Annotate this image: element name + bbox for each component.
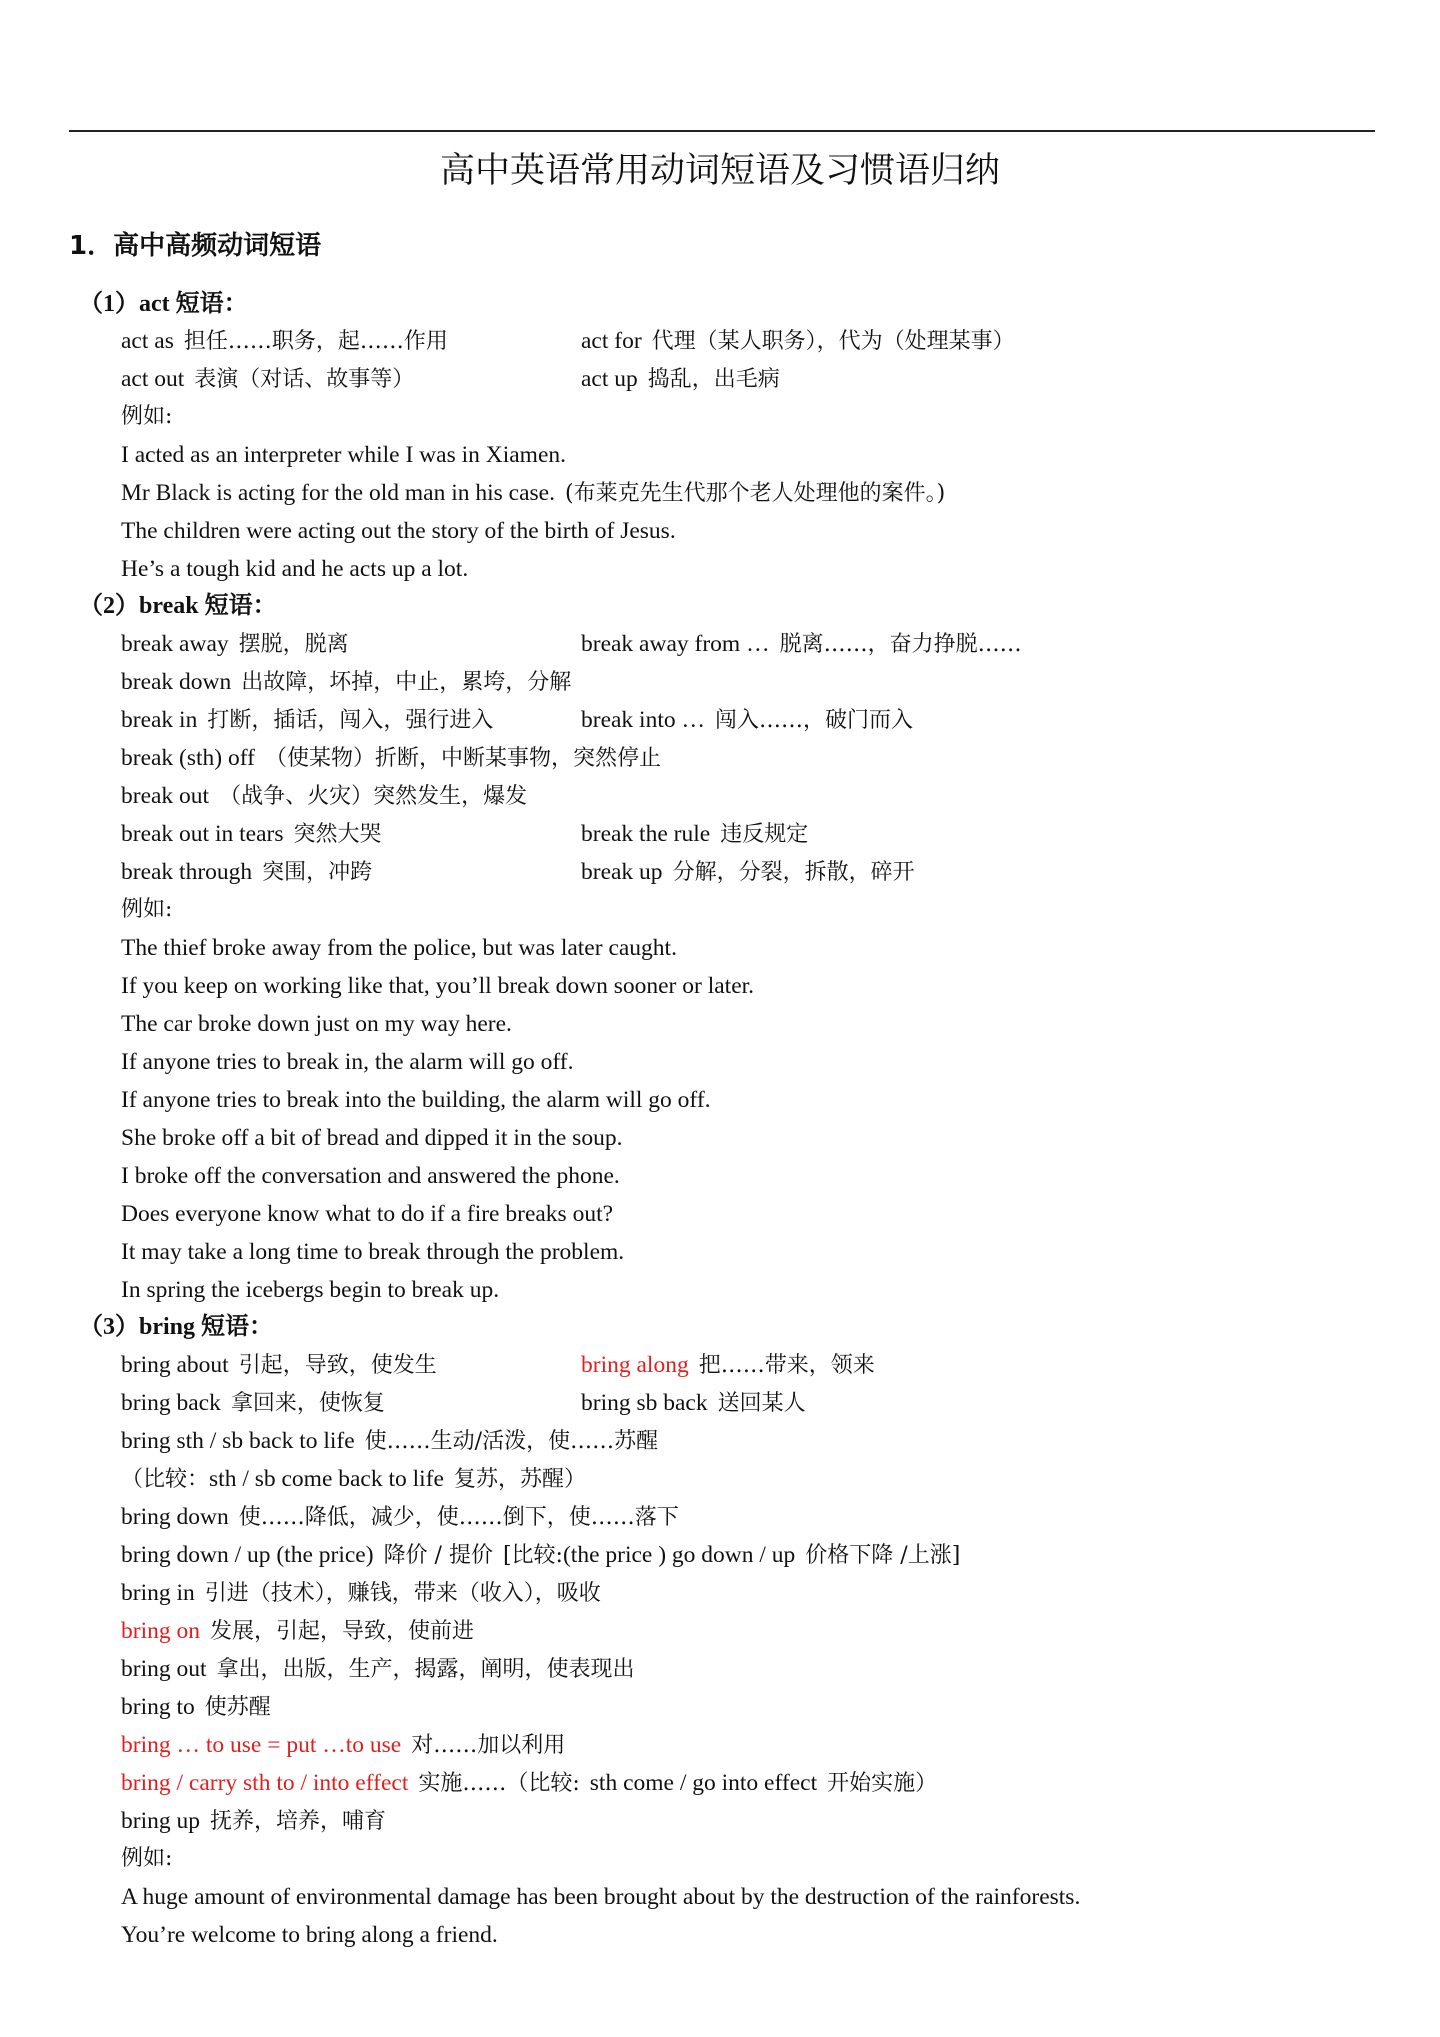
phrase-break-away: break away 摆脱，脱离: [121, 631, 349, 657]
example-sentence: It may take a long time to break through the problem.: [121, 1239, 625, 1265]
phrase-act-as: act as 担任……职务，起……作用: [121, 328, 448, 354]
phrase-break-out: break out （战争、火灾）突然发生，爆发: [121, 783, 528, 809]
example-sentence: Does everyone know what to do if a fire breaks out?: [121, 1201, 614, 1227]
example-sentence: I broke off the conversation and answered the phone.: [121, 1163, 620, 1189]
phrase-bring-along: bring along 把……带来，领来: [581, 1352, 875, 1378]
phrase-break-off: break (sth) off （使某物）折断，中断某事物，突然停止: [121, 745, 662, 771]
example-sentence: The children were acting out the story of the birth of Jesus.: [121, 518, 676, 544]
phrase-act-out: act out 表演（对话、故事等）: [121, 366, 415, 392]
phrase-bring-down: bring down 使……降低，减少，使……倒下，使……落下: [121, 1504, 679, 1530]
phrase-bring-back-to-life: bring sth / sb back to life 使……生动/活泼，使……苏醒: [121, 1428, 659, 1454]
example-sentence: If anyone tries to break into the building, the alarm will go off.: [121, 1087, 711, 1113]
phrase-bring-into-effect: bring / carry sth to / into effect 实施……（比较: sth come / go into effect 开始实施）: [121, 1770, 938, 1796]
example-sentence: In spring the icebergs begin to break up.: [121, 1277, 500, 1303]
section-title: 1．高中高频动词短语: [69, 231, 322, 261]
break-heading: （2）break 短语：: [79, 593, 277, 619]
phrase-bring-out: bring out 拿出，出版，生产，揭露，阐明，使表现出: [121, 1656, 635, 1682]
example-label: 例如:: [121, 897, 173, 922]
phrase-break-through: break through 突围，冲跨: [121, 859, 373, 885]
phrase-break-out-in-tears: break out in tears 突然大哭: [121, 821, 382, 847]
phrase-come-back-to-life: （比较：sth / sb come back to life 复苏，苏醒）: [121, 1466, 586, 1492]
example-sentence: You’re welcome to bring along a friend.: [121, 1922, 498, 1948]
example-sentence: He’s a tough kid and he acts up a lot.: [121, 556, 469, 582]
example-sentence: A huge amount of environmental damage has been brought about by the destruction of the rainforests.: [121, 1884, 1081, 1910]
example-sentence: I acted as an interpreter while I was in Xiamen.: [121, 442, 567, 468]
phrase-break-away-from: break away from … 脱离……，奋力挣脱……: [581, 631, 1022, 657]
phrase-bring-in: bring in 引进（技术），赚钱，带来（收入），吸收: [121, 1580, 601, 1606]
example-sentence: If anyone tries to break in, the alarm will go off.: [121, 1049, 574, 1075]
example-sentence: The car broke down just on my way here.: [121, 1011, 512, 1037]
example-sentence: The thief broke away from the police, but was later caught.: [121, 935, 677, 961]
phrase-bring-on: bring on 发展，引起，导致，使前进: [121, 1618, 474, 1644]
phrase-bring-sb-back: bring sb back 送回某人: [581, 1390, 806, 1416]
example-sentence: She broke off a bit of bread and dipped it in the soup.: [121, 1125, 623, 1151]
phrase-break-up: break up 分解，分裂，拆散，碎开: [581, 859, 915, 885]
header-rule: [69, 130, 1375, 132]
phrase-break-in: break in 打断，插话，闯入，强行进入: [121, 707, 494, 733]
phrase-act-up: act up 捣乱，出毛病: [581, 366, 780, 392]
phrase-break-into: break into … 闯入……，破门而入: [581, 707, 914, 733]
phrase-break-down: break down 出故障，坏掉，中止，累垮，分解: [121, 669, 572, 695]
phrase-act-for: act for 代理（某人职务），代为（处理某事）: [581, 328, 1015, 354]
phrase-bring-back: bring back 拿回来，使恢复: [121, 1390, 385, 1416]
example-label: 例如:: [121, 1846, 173, 1871]
document-title: 高中英语常用动词短语及习惯语归纳: [439, 151, 1000, 191]
phrase-break-the-rule: break the rule 违反规定: [581, 821, 809, 847]
bring-heading: （3）bring 短语：: [79, 1314, 274, 1340]
example-sentence: If you keep on working like that, you’ll break down sooner or later.: [121, 973, 755, 999]
phrase-bring-up: bring up 抚养，培养，哺育: [121, 1808, 386, 1834]
phrase-bring-about: bring about 引起，导致，使发生: [121, 1352, 437, 1378]
example-sentence: Mr Black is acting for the old man in his case. (布莱克先生代那个老人处理他的案件。): [121, 480, 946, 506]
example-label: 例如:: [121, 404, 173, 429]
phrase-bring-down-up-price: bring down / up (the price) 降价 / 提价 [比较:(the price ) go down / up 价格下降 /上涨]: [121, 1542, 961, 1568]
act-heading: （1）act 短语：: [79, 291, 248, 317]
phrase-bring-to-use: bring … to use = put …to use 对……加以利用: [121, 1732, 566, 1758]
phrase-bring-to: bring to 使苏醒: [121, 1694, 271, 1720]
